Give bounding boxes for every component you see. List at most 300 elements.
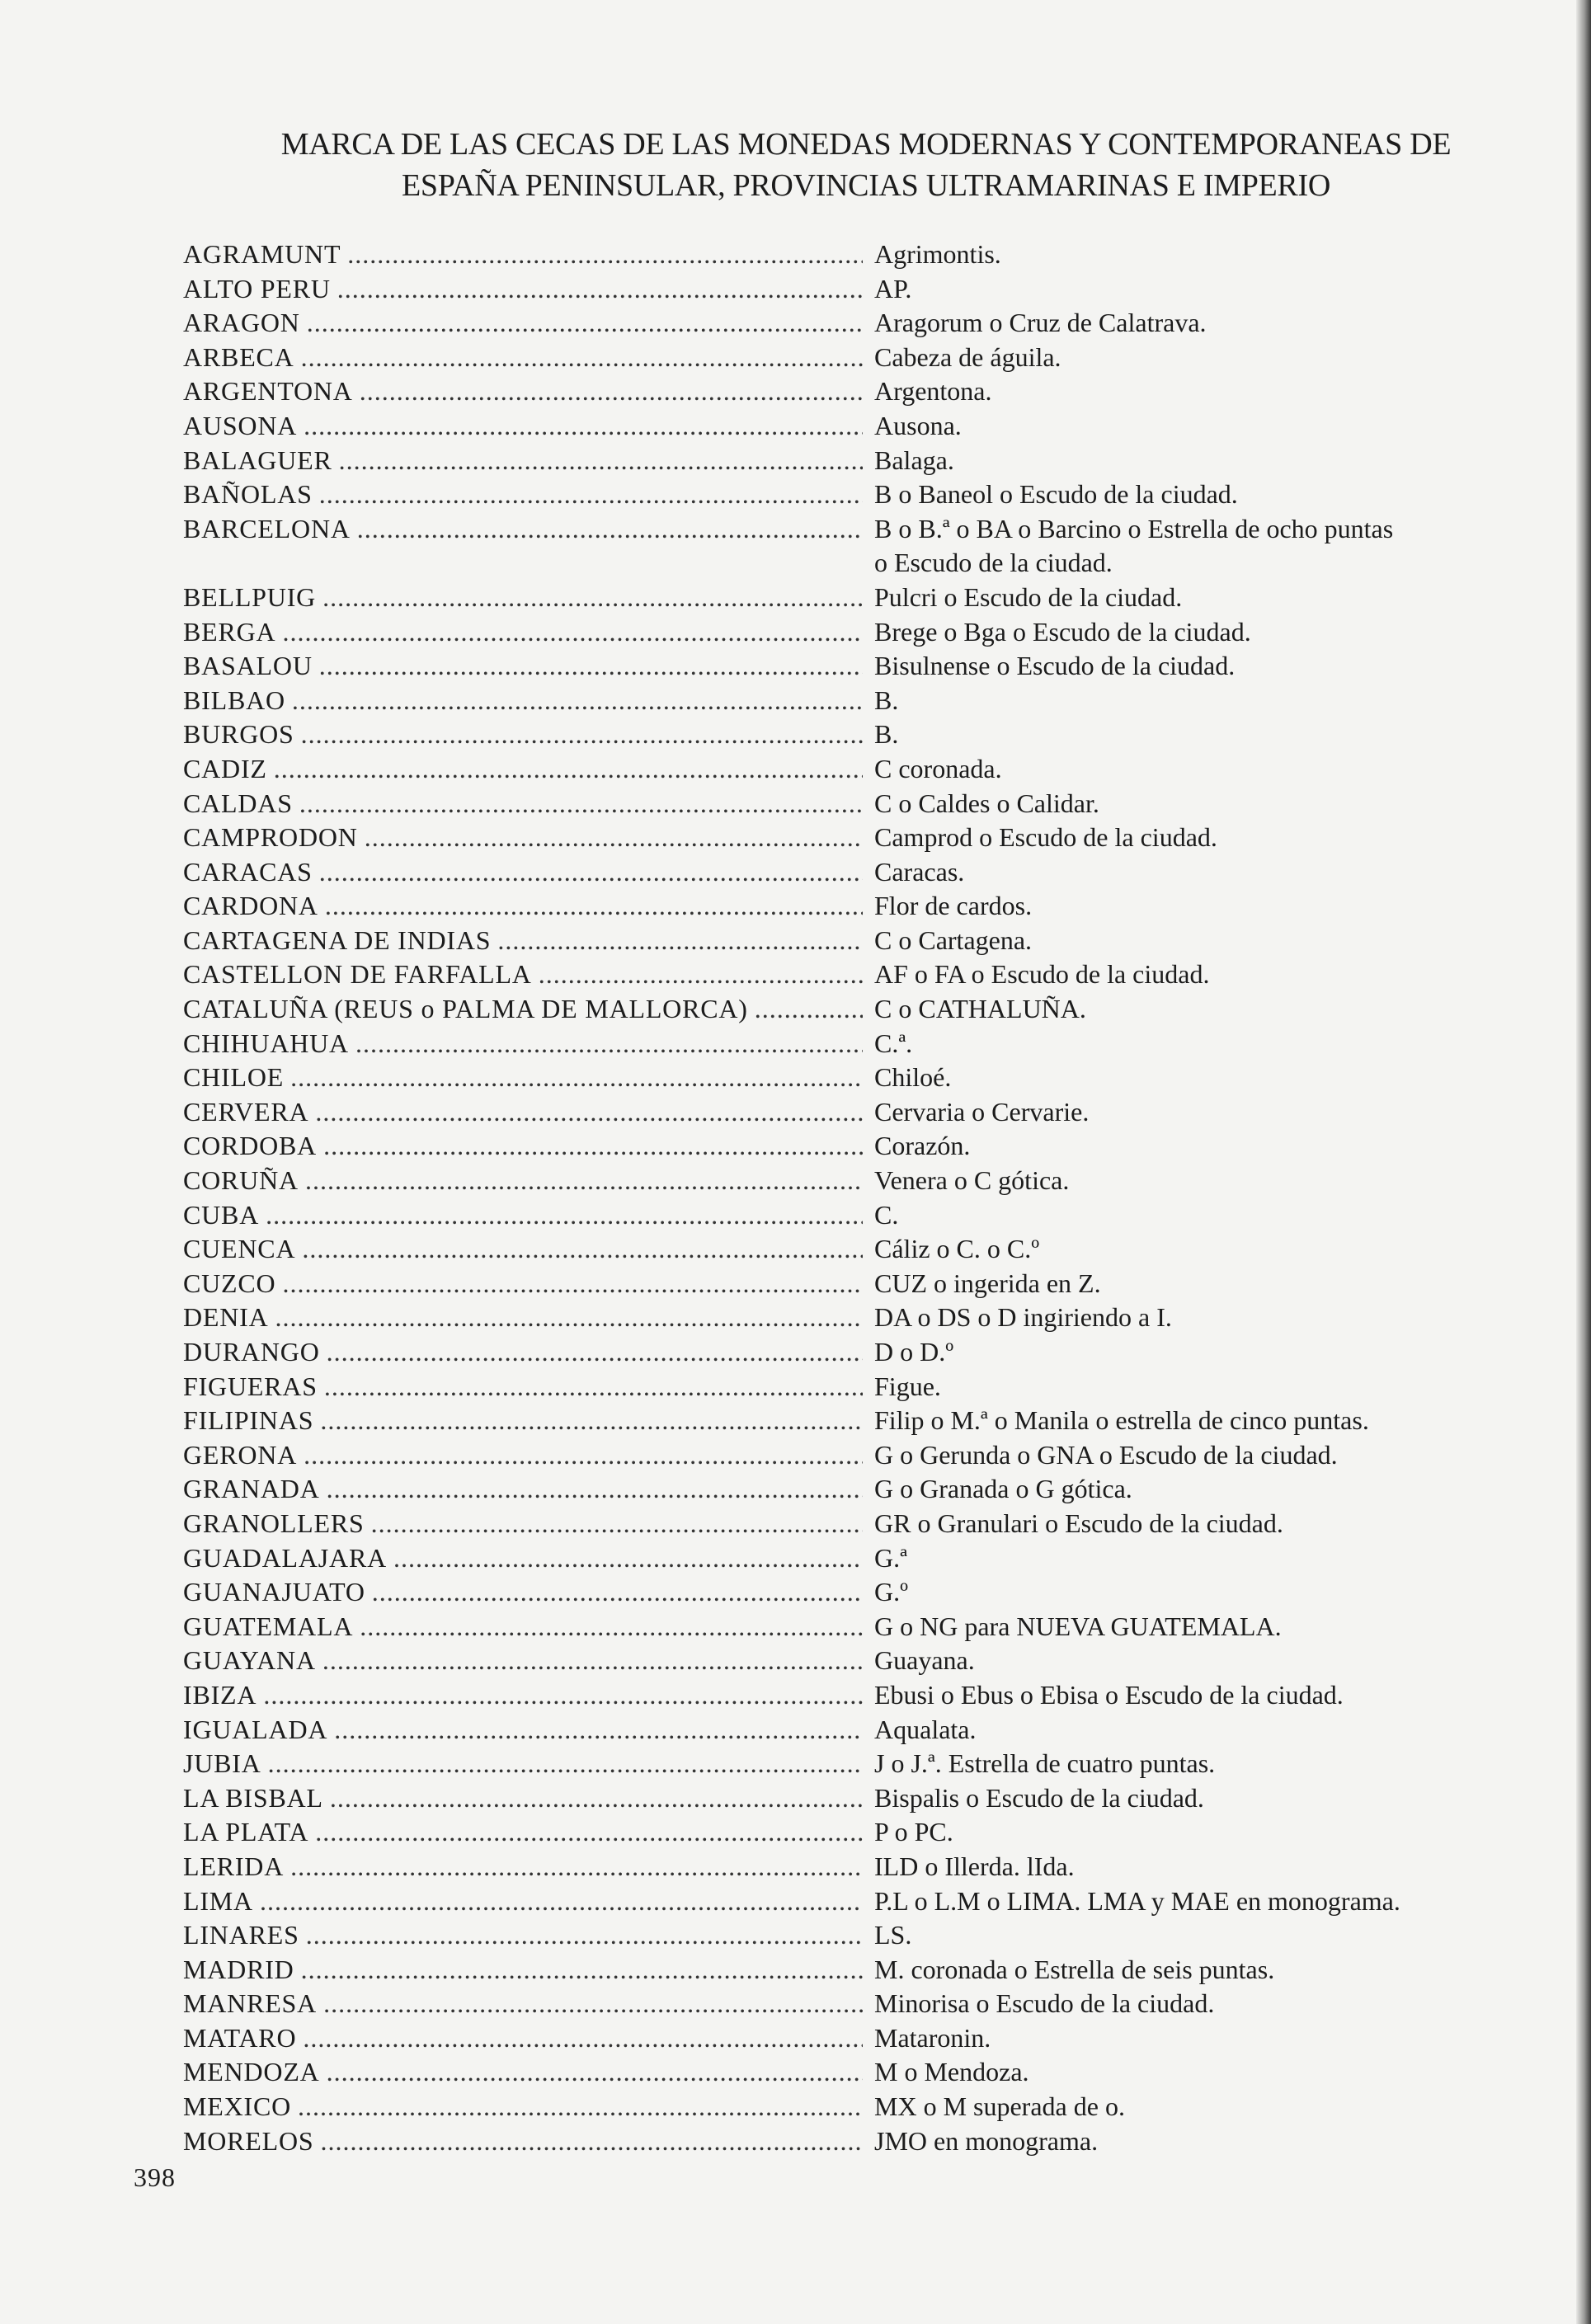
mint-mark-line: J o J.ª. Estrella de cuatro puntas. bbox=[874, 1748, 1216, 1779]
list-item bbox=[183, 1815, 1503, 1850]
mint-name: AUSONA bbox=[183, 410, 298, 440]
mint-name: DENIA bbox=[183, 1302, 269, 1333]
mint-name: MEXICO bbox=[183, 2091, 292, 2122]
dot-leader bbox=[321, 2124, 863, 2159]
mint-mark-line: DA o DS o D ingiriendo a I. bbox=[874, 1302, 1172, 1333]
mint-mark bbox=[866, 821, 1503, 855]
dot-leader bbox=[324, 1370, 863, 1404]
entry-left bbox=[183, 1678, 866, 1713]
list-item bbox=[183, 2124, 1503, 2159]
entry-left bbox=[183, 1027, 866, 1061]
mint-name: MANRESA bbox=[183, 1988, 318, 2019]
list-item bbox=[183, 684, 1503, 718]
list-item bbox=[183, 478, 1503, 512]
mint-mark-line: Bispalis o Escudo de la ciudad. bbox=[874, 1782, 1204, 1813]
mint-name: DURANGO bbox=[183, 1337, 320, 1367]
dot-leader bbox=[539, 957, 863, 992]
list-item bbox=[183, 1953, 1503, 1988]
mint-name: BARCELONA bbox=[183, 513, 351, 543]
mint-name: GERONA bbox=[183, 1439, 298, 1470]
mint-name: CHIHUAHUA bbox=[183, 1028, 349, 1058]
dot-leader bbox=[292, 684, 863, 718]
mint-name: GUADALAJARA bbox=[183, 1542, 388, 1573]
mint-mark bbox=[866, 581, 1503, 615]
dot-leader bbox=[355, 1027, 863, 1061]
mint-name: GUAYANA bbox=[183, 1645, 316, 1676]
entry-left bbox=[183, 374, 866, 409]
dot-leader bbox=[301, 341, 863, 375]
dot-leader bbox=[301, 1953, 863, 1988]
mint-mark-line: B o B.ª o BA o Barcino o Estrella de ocho puntas bbox=[874, 513, 1394, 543]
entry-left bbox=[183, 272, 866, 307]
mint-mark-line: Mataronin. bbox=[874, 2022, 991, 2053]
mint-name: GUATEMALA bbox=[183, 1611, 354, 1641]
entry-left bbox=[183, 238, 866, 272]
entry-left bbox=[183, 787, 866, 821]
mint-mark-line: Cervaria o Cervarie. bbox=[874, 1096, 1090, 1127]
mint-mark-line: C coronada. bbox=[874, 753, 1002, 783]
mint-mark-line: Brege o Bga o Escudo de la ciudad. bbox=[874, 616, 1251, 647]
entry-left bbox=[183, 1541, 866, 1576]
list-item bbox=[183, 1918, 1503, 1953]
mint-mark-line: Flor de cardos. bbox=[874, 891, 1033, 921]
mint-mark-line: B. bbox=[874, 719, 899, 750]
mint-mark bbox=[866, 1918, 1503, 1953]
entry-left bbox=[183, 1370, 866, 1404]
entry-left bbox=[183, 1610, 866, 1644]
mint-mark bbox=[866, 272, 1503, 307]
dot-leader bbox=[371, 1507, 863, 1541]
entry-left bbox=[183, 1987, 866, 2021]
mint-name: ARAGON bbox=[183, 308, 300, 338]
list-item bbox=[183, 787, 1503, 821]
entry-left bbox=[183, 2124, 866, 2159]
mint-mark bbox=[866, 615, 1503, 650]
entry-left bbox=[183, 1850, 866, 1884]
mint-mark-line: LS. bbox=[874, 1920, 912, 1950]
dot-leader bbox=[393, 1541, 863, 1576]
list-item bbox=[183, 1095, 1503, 1130]
entry-left bbox=[183, 752, 866, 787]
entry-left bbox=[183, 1232, 866, 1267]
mint-name: CARDONA bbox=[183, 891, 318, 921]
list-item bbox=[183, 1404, 1503, 1438]
mint-mark-line: Caracas. bbox=[874, 856, 965, 887]
mint-name: CUBA bbox=[183, 1199, 260, 1230]
mint-mark bbox=[866, 2090, 1503, 2124]
mint-mark-line: CUZ o ingerida en Z. bbox=[874, 1268, 1101, 1298]
list-item bbox=[183, 1301, 1503, 1335]
entry-left bbox=[183, 409, 866, 444]
mint-name: CERVERA bbox=[183, 1096, 309, 1127]
dot-leader bbox=[307, 306, 863, 341]
mint-mark-line: Agrimontis. bbox=[874, 239, 1001, 269]
mint-mark bbox=[866, 1575, 1503, 1610]
dot-leader bbox=[319, 855, 863, 890]
mint-name: AGRAMUNT bbox=[183, 239, 341, 269]
mint-mark bbox=[866, 444, 1503, 478]
mint-mark-line: JMO en monograma. bbox=[874, 2125, 1099, 2156]
list-item bbox=[183, 1884, 1503, 1919]
entry-left bbox=[183, 1301, 866, 1335]
entry-left bbox=[183, 581, 866, 615]
list-item bbox=[183, 1987, 1503, 2021]
mint-name: IBIZA bbox=[183, 1679, 257, 1710]
list-item bbox=[183, 238, 1503, 272]
entry-left bbox=[183, 649, 866, 684]
dot-leader bbox=[325, 889, 863, 924]
mint-mark-line: M. coronada o Estrella de seis puntas. bbox=[874, 1954, 1275, 1984]
mint-mark bbox=[866, 1404, 1503, 1438]
dot-leader bbox=[268, 1747, 863, 1781]
dot-leader bbox=[330, 1781, 863, 1816]
list-item bbox=[183, 1678, 1503, 1713]
mint-mark bbox=[866, 512, 1503, 581]
mint-mark bbox=[866, 1438, 1503, 1473]
entry-left bbox=[183, 992, 866, 1027]
dot-leader bbox=[263, 1678, 863, 1713]
dot-leader bbox=[323, 1129, 863, 1164]
list-item bbox=[183, 957, 1503, 992]
dot-leader bbox=[290, 1061, 863, 1095]
mint-name: MENDOZA bbox=[183, 2057, 320, 2087]
entry-left bbox=[183, 1884, 866, 1919]
mint-name: CARTAGENA DE INDIAS bbox=[183, 924, 492, 955]
mint-mark-line: G.ª bbox=[874, 1542, 907, 1573]
dot-leader bbox=[275, 1301, 863, 1335]
mint-mark bbox=[866, 1850, 1503, 1884]
mint-name: LIMA bbox=[183, 1885, 253, 1916]
mint-mark bbox=[866, 1472, 1503, 1507]
mint-name: BURGOS bbox=[183, 719, 294, 750]
entry-left bbox=[183, 1918, 866, 1953]
mint-name: MADRID bbox=[183, 1954, 294, 1984]
dot-leader bbox=[319, 478, 863, 512]
mint-mark bbox=[866, 1987, 1503, 2021]
mint-mark bbox=[866, 409, 1503, 444]
entry-left bbox=[183, 306, 866, 341]
mint-mark bbox=[866, 1713, 1503, 1748]
mint-mark-line: Venera o C gótica. bbox=[874, 1165, 1070, 1196]
list-item bbox=[183, 512, 1503, 581]
list-item bbox=[183, 752, 1503, 787]
dot-leader bbox=[320, 1404, 863, 1438]
title-line-2: ESPAÑA PENINSULAR, PROVINCIAS ULTRAMARINAS E IMPERIO bbox=[402, 168, 1330, 203]
mint-mark-line: Pulcri o Escudo de la ciudad. bbox=[874, 581, 1183, 612]
dot-leader bbox=[322, 1644, 863, 1678]
dot-leader bbox=[327, 1472, 863, 1507]
mint-name: LERIDA bbox=[183, 1851, 285, 1881]
mint-mark bbox=[866, 992, 1503, 1027]
list-item bbox=[183, 341, 1503, 375]
list-item bbox=[183, 1713, 1503, 1748]
mint-mark bbox=[866, 1232, 1503, 1267]
entry-left bbox=[183, 1644, 866, 1678]
mint-name: CUZCO bbox=[183, 1268, 276, 1298]
mint-mark-line: AP. bbox=[874, 273, 912, 303]
mint-mark-line: Ausona. bbox=[874, 410, 962, 440]
list-item bbox=[183, 306, 1503, 341]
mint-name: CADIZ bbox=[183, 753, 267, 783]
dot-leader bbox=[304, 1438, 863, 1473]
dot-leader bbox=[339, 444, 863, 478]
mint-mark bbox=[866, 478, 1503, 512]
list-item bbox=[183, 924, 1503, 958]
mint-mark bbox=[866, 1953, 1503, 1988]
mint-name: ALTO PERU bbox=[183, 273, 331, 303]
list-item bbox=[183, 1575, 1503, 1610]
dot-leader bbox=[301, 717, 863, 752]
entry-left bbox=[183, 1438, 866, 1473]
dot-leader bbox=[360, 374, 863, 409]
mint-name: FIGUERAS bbox=[183, 1371, 318, 1401]
mint-name: MATARO bbox=[183, 2022, 297, 2053]
mint-name: CUENCA bbox=[183, 1234, 296, 1264]
entry-left bbox=[183, 855, 866, 890]
list-item bbox=[183, 1370, 1503, 1404]
mint-name: MORELOS bbox=[183, 2125, 314, 2156]
mint-mark-line-2: o Escudo de la ciudad. bbox=[874, 548, 1113, 578]
mint-mark bbox=[866, 2021, 1503, 2056]
list-item bbox=[183, 2090, 1503, 2124]
list-item bbox=[183, 1027, 1503, 1061]
mint-mark-line: Bisulnense o Escudo de la ciudad. bbox=[874, 651, 1236, 681]
mint-mark bbox=[866, 855, 1503, 890]
mint-name: BALAGUER bbox=[183, 445, 332, 475]
mint-mark bbox=[866, 1884, 1503, 1919]
entry-left bbox=[183, 1472, 866, 1507]
list-item bbox=[183, 374, 1503, 409]
mint-mark-line: P.L o L.M o LIMA. LMA y MAE en monograma. bbox=[874, 1885, 1400, 1916]
mint-mark bbox=[866, 374, 1503, 409]
mint-mark bbox=[866, 2055, 1503, 2090]
entry-left bbox=[183, 1781, 866, 1816]
dot-leader bbox=[305, 1164, 863, 1198]
mint-mark-line: Argentona. bbox=[874, 376, 992, 407]
dot-leader bbox=[327, 2055, 863, 2090]
mint-mark bbox=[866, 1335, 1503, 1370]
mint-mark-line: C. bbox=[874, 1199, 899, 1230]
dot-leader bbox=[372, 1575, 863, 1610]
entry-left bbox=[183, 821, 866, 855]
entry-left bbox=[183, 341, 866, 375]
list-item bbox=[183, 1610, 1503, 1644]
mint-mark-line: P o PC. bbox=[874, 1817, 953, 1847]
mint-mark bbox=[866, 1027, 1503, 1061]
mint-mark bbox=[866, 1129, 1503, 1164]
mint-mark-line: Cabeza de águila. bbox=[874, 341, 1061, 372]
entry-left bbox=[183, 924, 866, 958]
mint-name: CORUÑA bbox=[183, 1165, 299, 1196]
mint-name: GRANADA bbox=[183, 1474, 320, 1504]
mint-mark bbox=[866, 1610, 1503, 1644]
page-number: 398 bbox=[134, 2162, 176, 2192]
mint-mark-line: Filip o M.ª o Manila o estrella de cinco puntas. bbox=[874, 1405, 1369, 1436]
list-item bbox=[183, 1438, 1503, 1473]
mint-mark bbox=[866, 1370, 1503, 1404]
dot-leader bbox=[337, 272, 863, 307]
mint-mark bbox=[866, 752, 1503, 787]
mint-name: BELLPUIG bbox=[183, 581, 317, 612]
list-item bbox=[183, 444, 1503, 478]
mint-name: LINARES bbox=[183, 1920, 299, 1950]
mint-name: GUANAJUATO bbox=[183, 1577, 365, 1607]
entry-left bbox=[183, 1575, 866, 1610]
mint-mark-line: D o D.º bbox=[874, 1337, 954, 1367]
list-item bbox=[183, 1198, 1503, 1233]
entry-left bbox=[183, 615, 866, 650]
entry-left bbox=[183, 444, 866, 478]
mint-mark-line: Minorisa o Escudo de la ciudad. bbox=[874, 1988, 1215, 2019]
entry-left bbox=[183, 957, 866, 992]
list-item bbox=[183, 1267, 1503, 1301]
entry-left bbox=[183, 1815, 866, 1850]
list-item bbox=[183, 717, 1503, 752]
mint-name: CHILOE bbox=[183, 1062, 285, 1093]
mint-mark-line: Balaga. bbox=[874, 445, 954, 475]
entry-left bbox=[183, 717, 866, 752]
entry-left bbox=[183, 1747, 866, 1781]
mint-mark-line: G o NG para NUEVA GUATEMALA. bbox=[874, 1611, 1282, 1641]
mint-mark-line: C o CATHALUÑA. bbox=[874, 994, 1086, 1024]
dot-leader bbox=[347, 238, 863, 272]
mint-mark bbox=[866, 717, 1503, 752]
mint-mark bbox=[866, 1815, 1503, 1850]
mint-mark-line: Cáliz o C. o C.º bbox=[874, 1234, 1040, 1264]
mint-name: JUBIA bbox=[183, 1748, 261, 1779]
mint-mark bbox=[866, 889, 1503, 924]
mint-mark-line: Aragorum o Cruz de Calatrava. bbox=[874, 308, 1207, 338]
mint-mark-line: G o Gerunda o GNA o Escudo de la ciudad. bbox=[874, 1439, 1338, 1470]
mint-mark-line: ILD o Illerda. lIda. bbox=[874, 1851, 1075, 1881]
mint-name: CORDOBA bbox=[183, 1131, 318, 1161]
list-item bbox=[183, 1781, 1503, 1816]
mint-mark-line: G.º bbox=[874, 1577, 909, 1607]
mint-mark bbox=[866, 1301, 1503, 1335]
page-binding-edge bbox=[1576, 0, 1591, 2324]
mint-mark bbox=[866, 1164, 1503, 1198]
entry-left bbox=[183, 1164, 866, 1198]
mint-mark bbox=[866, 1267, 1503, 1301]
mint-mark-line: GR o Granulari o Escudo de la ciudad. bbox=[874, 1508, 1283, 1538]
dot-leader bbox=[315, 1815, 863, 1850]
entry-left bbox=[183, 478, 866, 512]
list-item bbox=[183, 615, 1503, 650]
dot-leader bbox=[323, 1987, 863, 2021]
list-item bbox=[183, 1850, 1503, 1884]
mint-mark bbox=[866, 924, 1503, 958]
mint-marks-list bbox=[183, 238, 1503, 2158]
dot-leader bbox=[360, 1610, 863, 1644]
mint-mark bbox=[866, 1198, 1503, 1233]
mint-name: CARACAS bbox=[183, 856, 313, 887]
list-item bbox=[183, 1061, 1503, 1095]
mint-mark-line: C o Cartagena. bbox=[874, 924, 1033, 955]
dot-leader bbox=[274, 752, 863, 787]
mint-mark bbox=[866, 1095, 1503, 1130]
mint-mark-line: Camprod o Escudo de la ciudad. bbox=[874, 822, 1217, 853]
mint-mark-line: C o Caldes o Calidar. bbox=[874, 788, 1099, 818]
mint-name: IGUALADA bbox=[183, 1714, 328, 1744]
list-item bbox=[183, 1507, 1503, 1541]
list-item bbox=[183, 1747, 1503, 1781]
mint-mark bbox=[866, 341, 1503, 375]
mint-mark-line: Ebusi o Ebus o Ebisa o Escudo de la ciudad. bbox=[874, 1679, 1344, 1710]
mint-mark-line: G o Granada o G gótica. bbox=[874, 1474, 1132, 1504]
list-item bbox=[183, 1541, 1503, 1576]
list-item bbox=[183, 1472, 1503, 1507]
list-item bbox=[183, 1164, 1503, 1198]
dot-leader bbox=[357, 512, 863, 547]
dot-leader bbox=[755, 992, 863, 1027]
dot-leader bbox=[299, 787, 863, 821]
mint-mark-line: Aqualata. bbox=[874, 1714, 977, 1744]
mint-mark bbox=[866, 787, 1503, 821]
dot-leader bbox=[322, 581, 863, 615]
list-item bbox=[183, 1335, 1503, 1370]
mint-mark-line: Corazón. bbox=[874, 1131, 971, 1161]
entry-left bbox=[183, 2021, 866, 2056]
mint-mark bbox=[866, 1781, 1503, 1816]
dot-leader bbox=[266, 1198, 863, 1233]
entry-left bbox=[183, 1507, 866, 1541]
list-item bbox=[183, 2021, 1503, 2056]
dot-leader bbox=[298, 2090, 863, 2124]
entry-left bbox=[183, 1267, 866, 1301]
dot-leader bbox=[260, 1884, 863, 1919]
list-item bbox=[183, 855, 1503, 890]
mint-mark-line: B. bbox=[874, 684, 899, 715]
mint-name: BAÑOLAS bbox=[183, 479, 313, 510]
dot-leader bbox=[319, 649, 863, 684]
dot-leader bbox=[282, 615, 863, 650]
entry-left bbox=[183, 1095, 866, 1130]
mint-mark bbox=[866, 957, 1503, 992]
dot-leader bbox=[303, 2021, 863, 2056]
mint-mark bbox=[866, 2124, 1503, 2159]
list-item bbox=[183, 272, 1503, 307]
page-title bbox=[165, 124, 1567, 206]
mint-mark bbox=[866, 649, 1503, 684]
mint-name: BILBAO bbox=[183, 684, 285, 715]
list-item bbox=[183, 821, 1503, 855]
mint-name: BASALOU bbox=[183, 651, 313, 681]
entry-left bbox=[183, 1335, 866, 1370]
dot-leader bbox=[327, 1335, 863, 1370]
dot-leader bbox=[497, 924, 863, 958]
list-item bbox=[183, 2055, 1503, 2090]
list-item bbox=[183, 649, 1503, 684]
mint-name: LA PLATA bbox=[183, 1817, 309, 1847]
list-item bbox=[183, 1232, 1503, 1267]
entry-left bbox=[183, 2055, 866, 2090]
mint-name: ARBECA bbox=[183, 341, 294, 372]
mint-mark-line: AF o FA o Escudo de la ciudad. bbox=[874, 959, 1210, 990]
dot-leader bbox=[334, 1713, 863, 1748]
mint-mark bbox=[866, 1747, 1503, 1781]
mint-mark bbox=[866, 306, 1503, 341]
mint-mark bbox=[866, 684, 1503, 718]
mint-name: LA BISBAL bbox=[183, 1782, 323, 1813]
dot-leader bbox=[302, 1232, 863, 1267]
mint-mark bbox=[866, 238, 1503, 272]
mint-mark bbox=[866, 1678, 1503, 1713]
entry-left bbox=[183, 1061, 866, 1095]
entry-left bbox=[183, 684, 866, 718]
list-item bbox=[183, 1129, 1503, 1164]
mint-name: ARGENTONA bbox=[183, 376, 353, 407]
dot-leader bbox=[306, 1918, 863, 1953]
